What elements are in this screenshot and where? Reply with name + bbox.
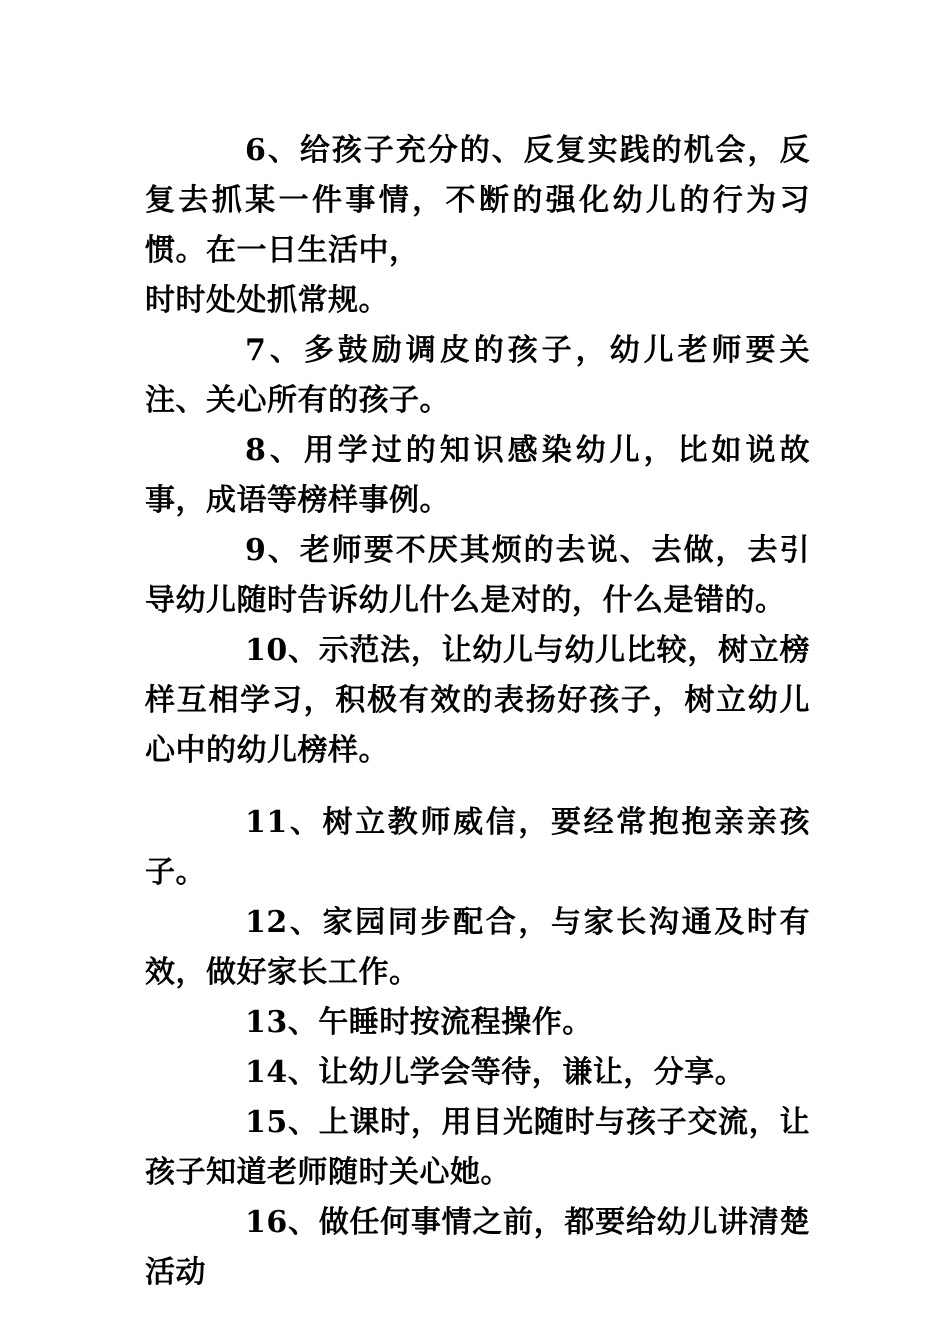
paragraph-12: 12、家园同步配合，与家长沟通及时有效，做好家长工作。 bbox=[145, 905, 810, 990]
paragraph-10: 10、示范法，让幼儿与幼儿比较，树立榜样互相学习，积极有效的表扬好孩子，树立幼儿心中的幼儿榜样。 bbox=[145, 633, 810, 768]
document-body bbox=[145, 126, 810, 1298]
paragraph-15: 15、上课时，用目光随时与孩子交流，让孩子知道老师随时关心她。 bbox=[145, 1105, 810, 1190]
paragraph-6-part-1: 6、给孩子充分的、反复实践的机会，反复去抓某一件事情，不断的强化幼儿的行为习惯。在一日生活中， bbox=[145, 133, 810, 268]
paragraph-9: 9、老师要不厌其烦的去说、去做，去引导幼儿随时告诉幼儿什么是对的，什么是错的。 bbox=[145, 533, 810, 618]
paragraph-7: 7、多鼓励调皮的孩子，幼儿老师要关注、关心所有的孩子。 bbox=[145, 333, 810, 418]
paragraph-11: 11、树立教师威信，要经常抱抱亲亲孩子。 bbox=[145, 805, 810, 890]
paragraph-gap bbox=[145, 776, 810, 798]
paragraph-13: 13、午睡时按流程操作。 bbox=[245, 1005, 593, 1040]
paragraph-16: 16、做任何事情之前，都要给幼儿讲清楚活动 bbox=[145, 1205, 810, 1290]
paragraph-6-part-2: 时时处处抓常规。 bbox=[145, 283, 389, 318]
paragraph-8: 8、用学过的知识感染幼儿，比如说故事，成语等榜样事例。 bbox=[145, 433, 810, 518]
paragraph-14: 14、让幼儿学会等待，谦让，分享。 bbox=[245, 1055, 746, 1090]
